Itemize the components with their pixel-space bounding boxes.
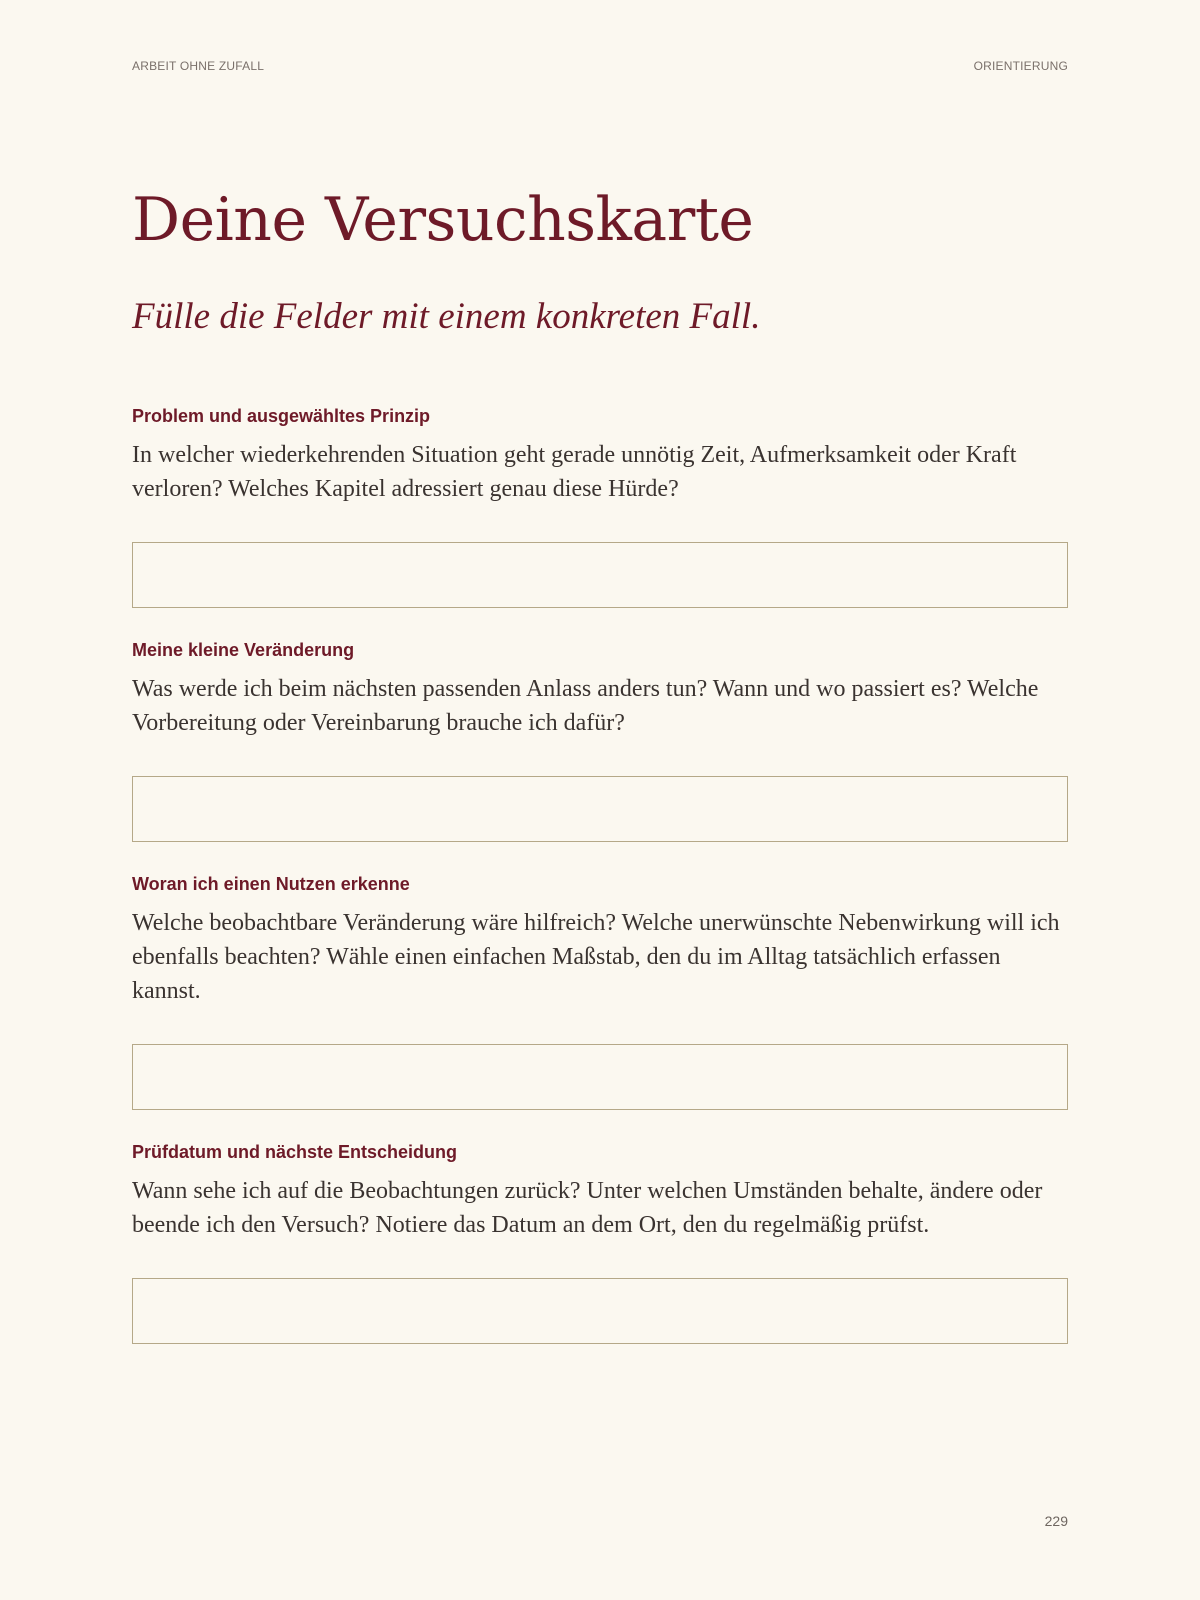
section-change	[132, 638, 1068, 842]
section-label: Meine kleine Veränderung	[132, 640, 355, 660]
page-number: 229	[1044, 1513, 1068, 1529]
answer-field-change[interactable]	[132, 776, 1068, 842]
page-title: Deine Versuchskarte	[132, 185, 754, 255]
section-prompt: In welcher wiederkehrenden Situation geht gerade unnötig Zeit, Aufmerksamkeit oder Kraft verloren? Welches Kapitel adressiert genau diese Hürde?	[132, 442, 1017, 502]
section-problem	[132, 404, 1068, 608]
section-prompt: Was werde ich beim nächsten passenden Anlass anders tun? Wann und wo passiert es? Welche Vorbereitung oder Vereinbarung brauche ich dafür?	[132, 676, 1039, 736]
page-content	[132, 178, 1068, 1344]
page-subtitle: Fülle die Felder mit einem konkreten Fall.	[132, 296, 761, 337]
running-head-left: ARBEIT OHNE ZUFALL	[132, 59, 265, 73]
section-label: Prüfdatum und nächste Entscheidung	[132, 1142, 458, 1162]
answer-field-review[interactable]	[132, 1278, 1068, 1344]
section-prompt: Welche beobachtbare Veränderung wäre hilfreich? Welche unerwünschte Nebenwirkung will ich ebenfalls beachten? Wähle einen einfachen Maßstab, den du im Alltag tatsächlich erfassen kannst.	[132, 910, 1060, 1004]
section-review	[132, 1140, 1068, 1344]
section-prompt: Wann sehe ich auf die Beobachtungen zurück? Unter welchen Umständen behalte, ändere oder beende ich den Versuch? Notiere das Datum an dem Ort, den du regelmäßig prüfst.	[132, 1178, 1043, 1238]
section-label: Woran ich einen Nutzen erkenne	[132, 874, 410, 894]
running-head-right: ORIENTIERUNG	[973, 59, 1068, 73]
section-benefit	[132, 872, 1068, 1110]
answer-field-problem[interactable]	[132, 542, 1068, 608]
answer-field-benefit[interactable]	[132, 1044, 1068, 1110]
section-label: Problem und ausgewähltes Prinzip	[132, 406, 431, 426]
